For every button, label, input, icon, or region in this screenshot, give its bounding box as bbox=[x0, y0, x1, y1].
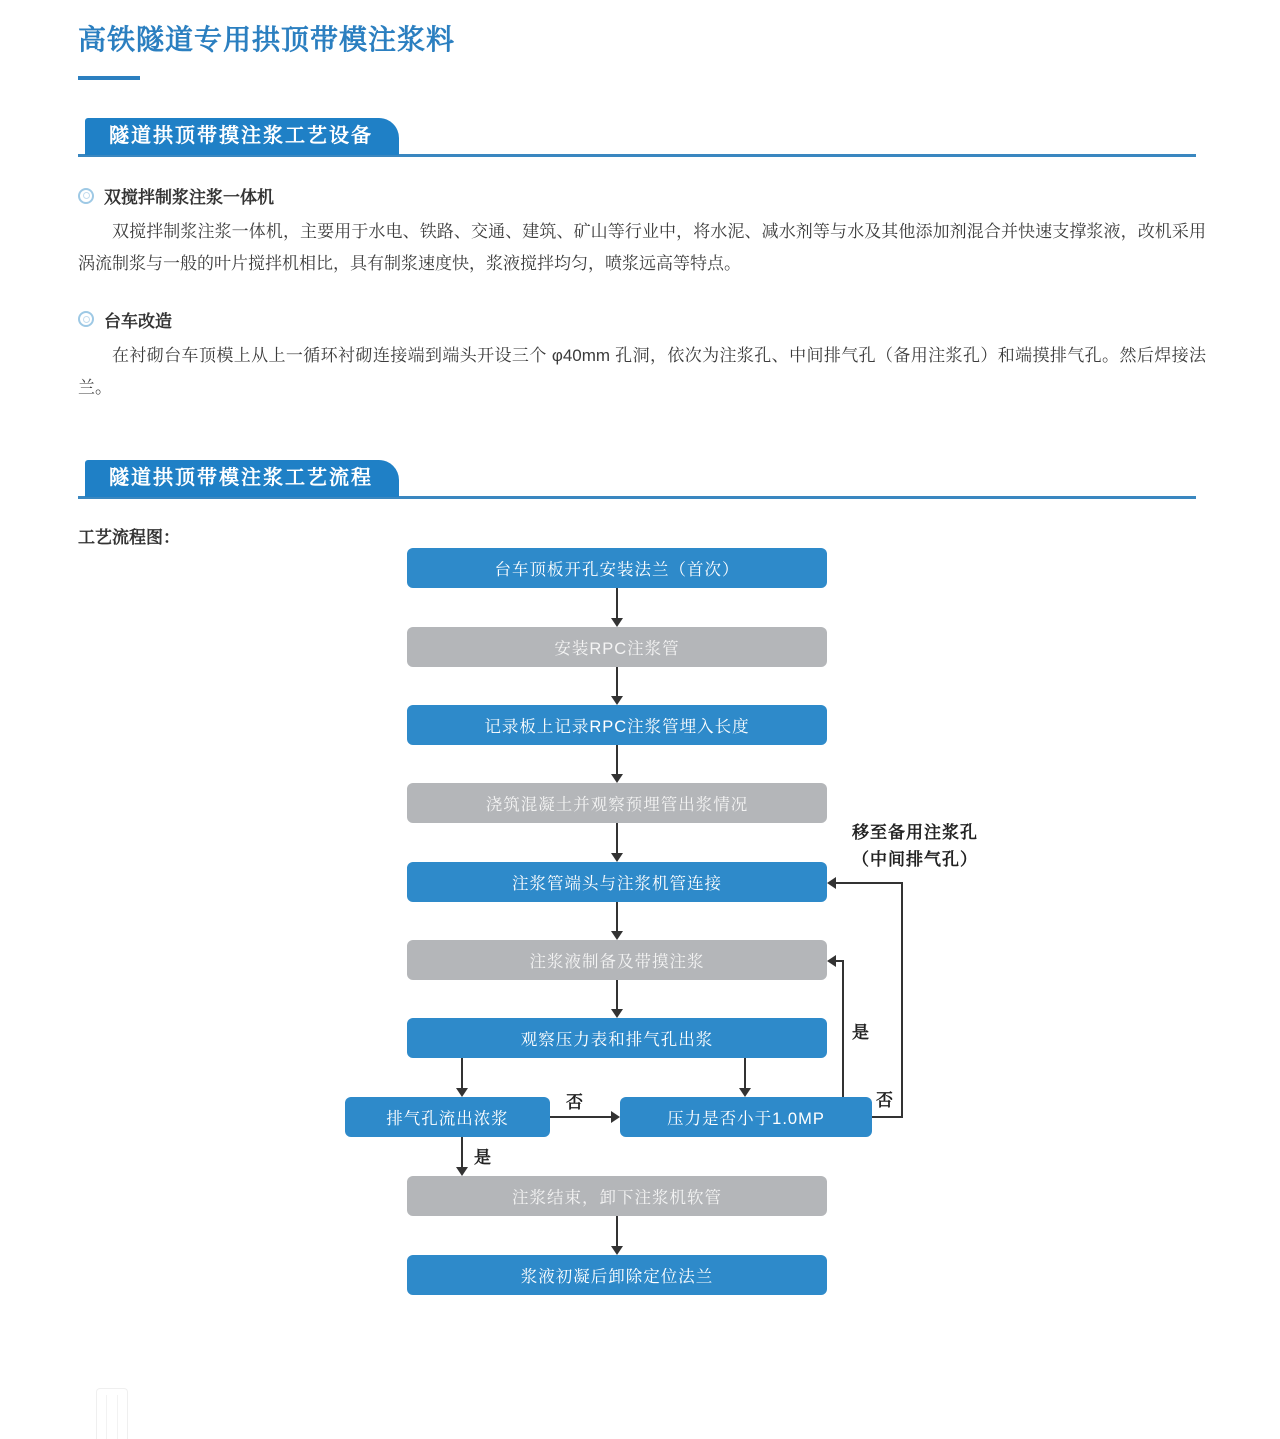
bullet-item-trolley bbox=[78, 307, 1206, 332]
arrow-down-icon bbox=[456, 1167, 468, 1176]
flow-node-2: 安装RPC注浆管 bbox=[407, 627, 827, 667]
flow-node-5: 注浆管端头与注浆机管连接 bbox=[407, 862, 827, 902]
bullet-heading-trolley: 台车改造 bbox=[104, 311, 172, 331]
process-flowchart bbox=[0, 540, 1280, 1320]
feedback-line-inner bbox=[842, 960, 844, 1097]
feedback-line-outer bbox=[872, 1116, 903, 1118]
arrow-down-icon bbox=[611, 774, 623, 783]
connector-line bbox=[616, 745, 618, 774]
connector-line bbox=[744, 1058, 746, 1088]
ring-bullet-icon bbox=[78, 188, 94, 204]
flow-node-3: 记录板上记录RPC注浆管埋入长度 bbox=[407, 705, 827, 745]
arrow-down-icon bbox=[611, 1246, 623, 1255]
arrow-left-icon bbox=[827, 877, 836, 889]
connector-line bbox=[461, 1058, 463, 1088]
arrow-left-icon bbox=[827, 955, 836, 967]
flow-node-10: 注浆结束，卸下注浆机软管 bbox=[407, 1176, 827, 1216]
section-tab-process: 隧道拱顶带模注浆工艺流程 bbox=[85, 460, 399, 497]
loop-annotation-line1: 移至备用注浆孔 bbox=[852, 823, 978, 842]
flow-node-8: 排气孔流出浓浆 bbox=[345, 1097, 550, 1137]
flow-node-6: 注浆液制备及带摸注浆 bbox=[407, 940, 827, 980]
flow-node-1: 台车顶板开孔安装法兰（首次） bbox=[407, 548, 827, 588]
content-area bbox=[78, 0, 1206, 548]
flow-node-4: 浇筑混凝土并观察预埋管出浆情况 bbox=[407, 783, 827, 823]
building-watermark-icon bbox=[96, 1388, 128, 1439]
connector-line bbox=[616, 1216, 618, 1246]
arrow-down-icon bbox=[611, 618, 623, 627]
label-no: 否 bbox=[566, 1093, 583, 1112]
title-underline bbox=[78, 76, 140, 80]
label-yes: 是 bbox=[474, 1148, 491, 1167]
arrow-right-icon bbox=[611, 1111, 620, 1123]
arrow-down-icon bbox=[456, 1088, 468, 1097]
connector-line bbox=[616, 588, 618, 619]
ring-bullet-icon bbox=[78, 311, 94, 327]
feedback-line-inner bbox=[836, 960, 844, 962]
paragraph-trolley: 在衬砌台车顶模上从上一循环衬砌连接端到端头开设三个 φ40mm 孔洞，依次为注浆孔、中间排气孔（备用注浆孔）和端摸排气孔。然后焊接法兰。 bbox=[78, 345, 1206, 397]
bullet-heading-mixer: 双搅拌制浆注浆一体机 bbox=[104, 188, 274, 207]
arrow-down-icon bbox=[611, 853, 623, 862]
paragraph-mixer: 双搅拌制浆注浆一体机，主要用于水电、铁路、交通、建筑、矿山等行业中，将水泥、减水剂等与水及其他添加剂混合并快速支撑浆液，改机采用涡流制浆与一般的叶片搅拌机相比，具有制浆速度快，浆液搅拌均匀，喷浆远高等特点。 bbox=[78, 222, 1206, 274]
arrow-down-icon bbox=[611, 696, 623, 705]
label-no-loop: 否 bbox=[876, 1091, 893, 1110]
flow-node-9: 压力是否小于1.0MP bbox=[620, 1097, 872, 1137]
page-title: 高铁隧道专用拱顶带模注浆料 bbox=[78, 24, 456, 55]
arrow-down-icon bbox=[611, 931, 623, 940]
connector-line bbox=[616, 667, 618, 696]
flow-node-7: 观察压力表和排气孔出浆 bbox=[407, 1018, 827, 1058]
feedback-line-outer bbox=[836, 882, 903, 884]
arrow-down-icon bbox=[611, 1009, 623, 1018]
connector-line bbox=[461, 1137, 463, 1167]
connector-line bbox=[616, 980, 618, 1009]
section-header-process bbox=[78, 460, 1196, 499]
bullet-item-mixer bbox=[78, 183, 1206, 208]
feedback-line-outer bbox=[901, 882, 903, 1118]
section-tab-equipment: 隧道拱顶带摸注浆工艺设备 bbox=[85, 118, 399, 155]
connector-line bbox=[550, 1116, 611, 1118]
section-header-equipment bbox=[78, 118, 1196, 157]
flow-node-11: 浆液初凝后卸除定位法兰 bbox=[407, 1255, 827, 1295]
arrow-down-icon bbox=[739, 1088, 751, 1097]
connector-line bbox=[616, 902, 618, 931]
loop-annotation-line2: （中间排气孔） bbox=[852, 850, 978, 869]
label-yes-loop: 是 bbox=[852, 1023, 869, 1042]
flowchart-caption: 工艺流程图： bbox=[78, 528, 180, 548]
connector-line bbox=[616, 823, 618, 853]
